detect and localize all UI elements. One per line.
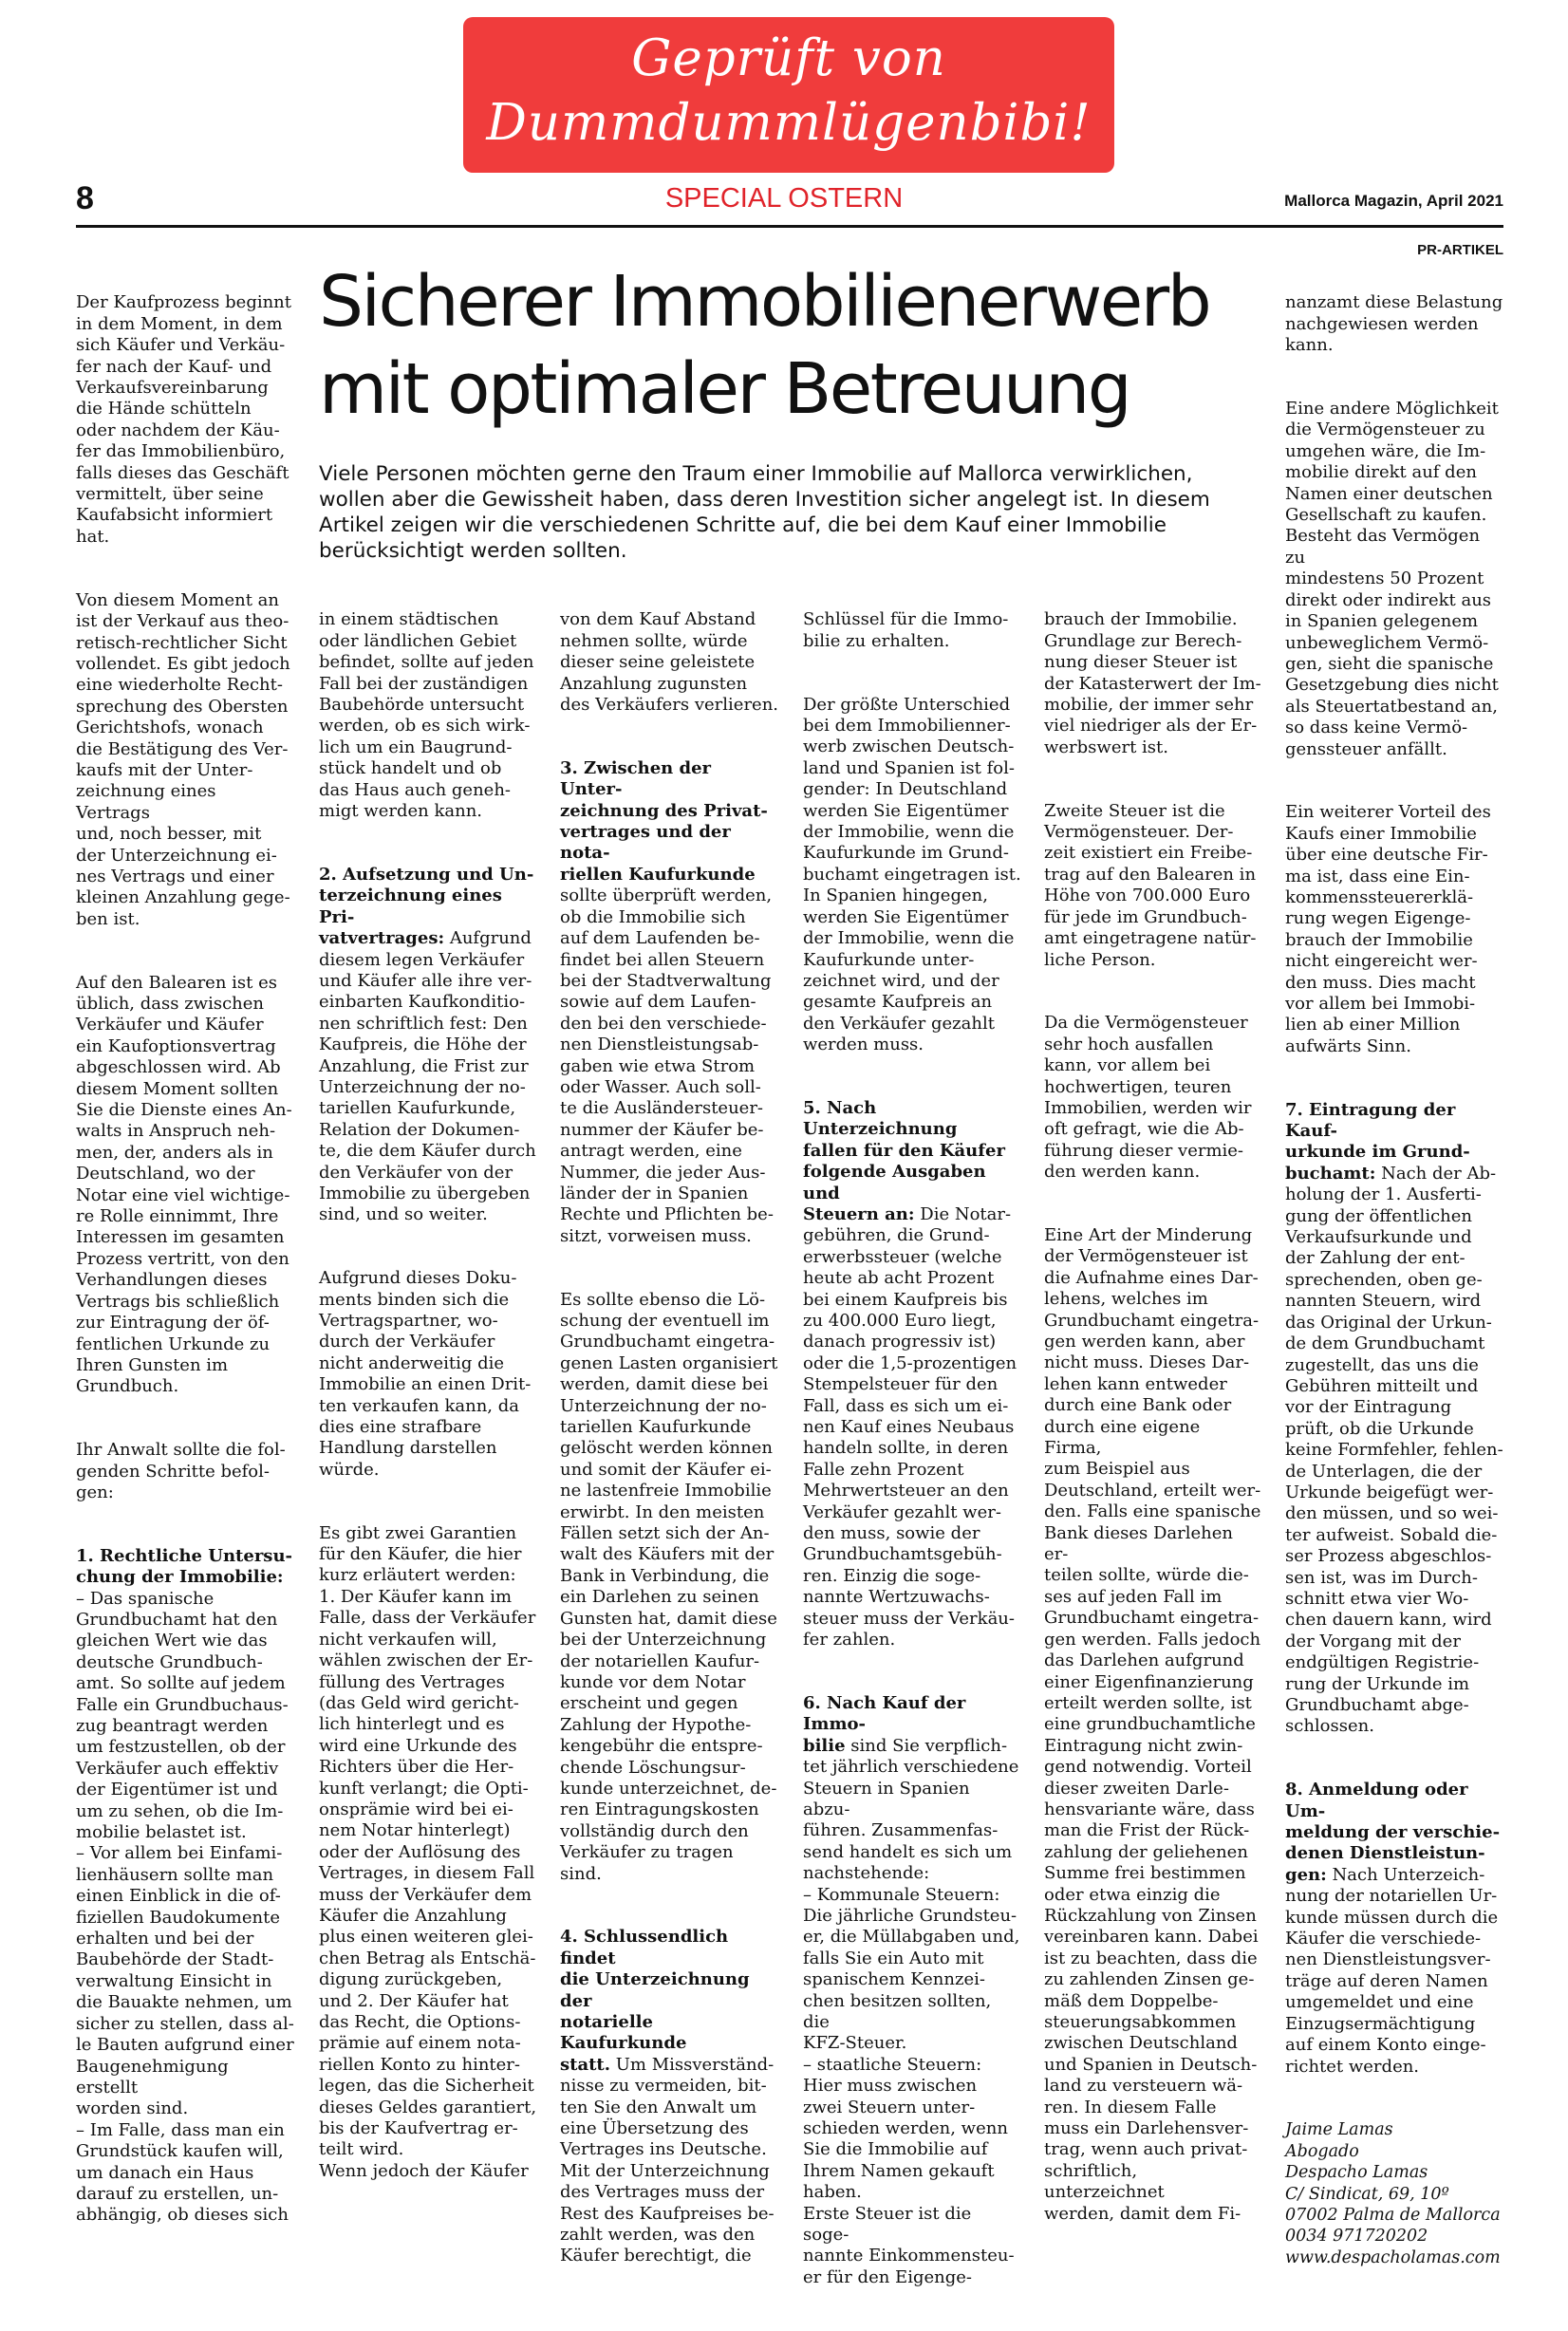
step-heading: 2. Aufsetzung und Un- terzeichnung eines Pri- vatvertrages: xyxy=(319,864,534,949)
paragraph: Eine andere Möglichkeit die Vermögensteuer zu umgehen wäre, die Im- mobilie direkt auf den Namen einer deutschen Gesellschaft zu kaufen. Besteht das Vermögen zu mindestens 50 Prozent direkt oder indirekt aus in Spanien gelegenem unbeweglichem Vermö- gen, sieht die spanische Gesetzgebung dies nicht als Steuertatbestand an, so dass keine Vermö- genssteuer anfällt. xyxy=(1285,399,1499,759)
article-column-3 xyxy=(560,588,779,2266)
step-heading: 6. Nach Kauf der Immo- bilie xyxy=(803,1692,966,1756)
step-body: Die Notar- gebühren, die Grund- erwerbssteuer (welche heute ab acht Prozent bei einem Kaufpreis bis zu 400.000 Euro liegt, danach progressiv ist) oder die 1,5-prozentigen Stempelsteuer für den Fall, dass es sich um ei- nen Kauf eines Neubaus handeln sollte, in deren Falle zehn Prozent Mehrwertsteuer an den Verkäufer gezahlt wer- den muss, sowie der Grundbuchamtsgebüh- ren. Einzig die soge- nannte Wertzuwachs- steuer muss der Verkäu- fer zahlen. xyxy=(803,1203,1017,1650)
verification-stamp xyxy=(463,17,1114,173)
step-heading: 5. Nach Unterzeichnung fallen für den Käufer folgende Ausgaben und Steuern an: xyxy=(803,1097,1005,1224)
step-body: – Das spanische Grundbuchamt hat den gleichen Wert wie das deutsche Grundbuch- amt. So sollte auf jedem Falle ein Grundbuchaus- zug beantragt werden um festzustellen, ob der Verkäufer auch effektiv der Eigentümer ist und um zu sehen, ob die Im- mobilie belastet ist. – Vor allem bei Einfami- lienhäusern sollte man einen Einblick in die of- fiziellen Baudokumente erhalten und bei der Baubehörde der Stadt- verwaltung Einsicht in die Bauakte nehmen, um sicher zu stellen, dass al- le Bauten aufgrund einer Baugenehmigung erstellt worden sind. – Im Falle, dass man ein Grundstück kaufen will, um danach ein Haus darauf zu erstellen, un- abhängig, ob dieses sich xyxy=(76,1588,294,2226)
paragraph: Der Kaufprozess beginnt in dem Moment, in dem sich Käufer und Verkäu- fer nach der Kauf- und Verkaufsvereinbarung die Hände schütteln oder nachdem der Käu- fer das Immobilienbüro, falls dieses das Geschäft vermittelt, über seine Kaufabsicht informiert hat. xyxy=(76,292,292,547)
paragraph xyxy=(76,1546,294,2227)
paragraph: nanzamt diese Belastung nachgewiesen werden kann. xyxy=(1285,292,1503,356)
paragraph xyxy=(1285,1780,1503,2078)
headline-line-1: Sicherer Immobilienerwerb xyxy=(319,261,1210,343)
author-signature: Jaime Lamas Abogado Despacho Lamas C/ Sindicat, 69, 10º 07002 Palma de Mallorca 0034 971720202 www.despacholamas.com xyxy=(1285,2120,1501,2267)
article-column-2 xyxy=(319,588,537,2181)
stamp-line-1: Geprüft von xyxy=(631,29,946,87)
paragraph: Von diesem Moment an ist der Verkauf aus theo- retisch-rechtlicher Sicht vollendet. Es gibt jedoch eine wiederholte Recht- sprechung des Obersten Gerichtshofs, wonach die Bestätigung des Ver- kaufs mit der Unter- zeichnung eines Vertrags und, noch besser, mit der Unterzeichnung ei- nes Vertrags und einer kleinen Anzahlung gege- ben ist. xyxy=(76,589,290,929)
paragraph: Auf den Balearen ist es üblich, dass zwischen Verkäufer und Käufer ein Kaufoptionsvertrag abgeschlossen wird. Ab diesem Moment sollten Sie die Dienste eines An- walts in Anspruch neh- men, der, anders als in Deutschland, wo der Notar eine viel wichtige- re Rolle einnimmt, Ihre Interessen im gesamten Prozess vertritt, von den Verhandlungen dieses Vertrags bis schließlich zur Eintragung der öf- fentlichen Urkunde zu Ihren Gunsten im Grundbuch. xyxy=(76,972,292,1397)
paragraph xyxy=(803,1693,1021,2288)
step-body: Nach Unterzeich- nung der notariellen Ur- kunde müssen durch die Käufer die verschiede- nen Dienstleistungsver- träge auf deren Namen umgemeldet und eine Einzugsermächtigung auf einem Konto einge- richtet werden. xyxy=(1285,1864,1499,2077)
paragraph xyxy=(560,758,778,1247)
paragraph: Zweite Steuer ist die Vermögensteuer. Der- zeit existiert ein Freibe- trag auf den Balearen in Höhe von 700.000 Euro für jede im Grundbuch- amt eingetragene natür- liche Person. xyxy=(1044,800,1257,970)
paragraph: Es gibt zwei Garantien für den Käufer, die hier kurz erläutert werden: 1. Der Käufer kann im Falle, dass der Verkäufer nicht verkaufen will, wählen zwischen der Er- füllung des Vertrages (das Geld wird gericht- lich hinterlegt und es wird eine Urkunde des Richters über die Her- kunft verlangt; die Opti- onsprämie wird bei ei- nem Notar hinterlegt) oder der Auflösung des Vertrages, in diesem Fall muss der Verkäufer dem Käufer die Anzahlung plus einen weiteren glei- chen Betrag als Entschä- digung zurückgeben, und 2. Der Käufer hat das Recht, die Options- prämie auf einem nota- riellen Konto zu hinter- legen, das die Sicherheit dieses Geldes garantiert, bis der Kaufvertrag er- teilt wird. Wenn jedoch der Käufer xyxy=(319,1522,537,2181)
article-column-6 xyxy=(1285,271,1503,2267)
paragraph xyxy=(1285,1100,1503,1738)
paragraph: Da die Vermögensteuer sehr hoch ausfallen kann, vor allem bei hochwertigen, teuren Immobilien, werden wir oft gefragt, wie die Ab- führung dieser vermie- den werden kann. xyxy=(1044,1013,1252,1183)
step-body: Um Missverständ- nisse zu vermeiden, bit- ten Sie den Anwalt um eine Übersetzung des Vertrages ins Deutsche. Mit der Unterzeichnung des Vertrages muss der Rest des Kaufpreises be- zahlt werden, was den Käufer berechtigt, die xyxy=(560,2054,775,2266)
paragraph: Eine Art der Minderung der Vermögensteuer ist die Aufnahme eines Dar- lehens, welches im Grundbuchamt eingetra- gen werden kann, aber nicht muss. Dieses Dar- lehen kann entweder durch eine Bank oder durch eine eigene Firma, zum Beispiel aus Deutschland, erteilt wer- den. Falls eine spanische Bank dieses Darlehen er- teilen sollte, würde die- ses auf jeden Fall im Grundbuchamt eingetra- gen werden. Falls jedoch das Darlehen aufgrund einer Eigenfinanzierung erteilt werden sollte, ist eine grundbuchamtliche Eintragung nicht zwin- gend notwendig. Vorteil dieser zweiten Darle- hensvariante wäre, dass man die Frist der Rück- zahlung der geliehenen Summe frei bestimmen oder etwa einzig die Rückzahlung von Zinsen vereinbaren kann. Dabei ist zu beachten, dass die zu zahlenden Zinsen ge- mäß dem Doppelbe- steuerungsabkommen zwischen Deutschland und Spanien in Deutsch- land zu versteuern wä- ren. In diesem Falle muss ein Darlehensver- trag, wenn auch privat- schriftlich, unterzeichnet werden, damit dem Fi- xyxy=(1044,1224,1261,2224)
step-heading: 8. Anmeldung oder Um- meldung der verschie- denen Dienstleistun- gen: xyxy=(1285,1780,1501,1885)
paragraph: Ihr Anwalt sollte die fol- genden Schritte befol- gen: xyxy=(76,1440,286,1502)
paragraph: Aufgrund dieses Doku- ments binden sich die Vertragspartner, wo- durch der Verkäufer nicht anderweitig die Immobilie an einen Drit- ten verkaufen kann, da dies eine strafbare Handlung darstellen würde. xyxy=(319,1268,532,1480)
step-heading: 1. Rechtliche Untersu- chung der Immobilie: xyxy=(76,1545,292,1588)
step-heading: 4. Schlussendlich findet die Unterzeichnung der notarielle Kaufurkunde statt. xyxy=(560,1927,750,2075)
paragraph xyxy=(319,865,537,1226)
step-body: Nach der Ab- holung der 1. Ausferti- gung der öffentlichen Verkaufsurkunde und der Zahlung der ent- sprechenden, oben ge- nannten Steuern, wird das Original der Urkun- de dem Grundbuchamt zugestellt, das uns die Gebühren mitteilt und vor der Eintragung prüft, ob die Urkunde keine Formfehler, fehlen- de Unterlagen, die der Urkunde beigefügt wer- den müssen, und so wei- ter aufweist. Sobald die- ser Prozess abgeschlos- sen ist, was im Durch- schnitt etwa vier Wo- chen dauern kann, wird der Vorgang mit der endgültigen Registrie- rung der Urkunde im Grundbuchamt abge- schlossen. xyxy=(1285,1163,1503,1737)
paragraph: Es sollte ebenso die Lö- schung der eventuell im Grundbuchamt eingetra- genen Lasten organisiert werden, damit diese bei Unterzeichnung der no- tariellen Kaufurkunde gelöscht werden können und somit der Käufer ei- ne lastenfreie Immobilie erwirbt. In den meisten Fällen setzt sich der An- walt des Käufers mit der Bank in Verbindung, die ein Darlehen zu seinen Gunsten hat, damit diese bei der Unterzeichnung der notariellen Kaufur- kunde vor dem Notar erscheint und gegen Zahlung der Hypothe- kengebühr die entspre- chende Löschungsur- kunde unterzeichnet, de- ren Eintragungskosten vollständig durch den Verkäufer zu tragen sind. xyxy=(560,1289,778,1884)
article-headline xyxy=(319,258,1249,433)
stamp-line-2: Dummdummlügenbibi! xyxy=(486,94,1092,152)
page-number: 8 xyxy=(76,180,94,216)
headline-line-2: mit optimaler Betreuung xyxy=(319,348,1130,430)
paragraph: in einem städtischen oder ländlichen Gebiet befindet, sollte auf jeden Fall bei der zuständigen Baubehörde untersucht werden, ob es sich wirk- lich um ein Baugrund- stück handelt und ob das Haus auch geneh- migt werden kann. xyxy=(319,609,534,822)
article-lead: Viele Personen möchten gerne den Traum einer Immobilie auf Mallorca verwirklichen, wollen aber die Gewissheit haben, dass deren Investition sicher angelegt ist. In diesem Artikel zeigen wir die verschiedenen Schritte auf, die bei dem Kauf einer Immobilie berücksichtigt werden sollten. xyxy=(319,462,1210,563)
paragraph xyxy=(560,1927,778,2267)
article-column-4 xyxy=(803,588,1021,2287)
article-column-1 xyxy=(76,271,294,2226)
step-body: sollte überprüft werden, ob die Immobilie sich auf dem Laufenden be- findet bei allen Steuern bei der Stadtverwaltung sowie auf dem Laufen- den bei den verschiede- nen Dienstleistungsab- gaben wie etwa Strom oder Wasser. Auch soll- te die Ausländersteuer- nummer der Käufer be- antragt werden, eine Nummer, die jeder Aus- länder der in Spanien Rechte und Pflichten be- sitzt, vorweisen muss. xyxy=(560,886,774,1246)
step-heading: 7. Eintragung der Kauf- urkunde im Grund- buchamt: xyxy=(1285,1099,1470,1184)
step-heading: 3. Zwischen der Unter- zeichnung des Privat- vertrages und der nota- riellen Kaufurkunde xyxy=(560,757,768,885)
paragraph: Ein weiterer Vorteil des Kaufs einer Immobilie über eine deutsche Fir- ma ist, dass eine Ein- kommenssteuererklä- rung wegen Eigenge- brauch der Immobilie nicht eingereicht wer- den muss. Dies macht vor allem bei Immobi- lien ab einer Million aufwärts Sinn. xyxy=(1285,802,1491,1056)
paragraph: Schlüssel für die Immo- bilie zu erhalten. xyxy=(803,609,1009,651)
paragraph: brauch der Immobilie. Grundlage zur Berech- nung dieser Steuer ist der Katasterwert der Im- mobilie, der immer sehr viel niedriger als der Er- werbswert ist. xyxy=(1044,609,1261,757)
pr-article-tag: PR-ARTIKEL xyxy=(1417,242,1503,258)
paragraph xyxy=(803,1098,1021,1651)
magazine-issue: Mallorca Magazin, April 2021 xyxy=(1284,192,1503,210)
step-body: Aufgrund diesem legen Verkäufer und Käufer alle ihre ver- einbarten Kaufkonditio- nen schriftlich fest: Den Kaufpreis, die Höhe der Anzahlung, die Frist zur Unterzeichnung der no- tariellen Kaufurkunde, Relation der Dokumen- te, die dem Käufer durch den Verkäufer von der Immobilie zu übergeben sind, und so weiter. xyxy=(319,928,536,1225)
paragraph: von dem Kauf Abstand nehmen sollte, würde dieser seine geleistete Anzahlung zugunsten des Verkäufers verlieren. xyxy=(560,609,779,716)
step-body: sind Sie verpflich- tet jährlich verschiedene Steuern in Spanien abzu- führen. Zusammenfas- send handelt es sich um nachstehende: – Kommunale Steuern: Die jährliche Grundsteu- er, die Müllabgaben und, falls Sie ein Auto mit spanischem Kennzei- chen besitzen sollten, die KFZ-Steuer. – staatliche Steuern: Hier muss zwischen zwei Steuern unter- schieden werden, wenn Sie die Immobilie auf Ihrem Namen gekauft haben. Erste Steuer ist die soge- nannte Einkommensteu- er für den Eigenge- xyxy=(803,1735,1020,2287)
article-column-5 xyxy=(1044,588,1262,2224)
section-title: SPECIAL OSTERN xyxy=(664,183,904,214)
paragraph: Der größte Unterschied bei dem Immobilienner- werb zwischen Deutsch- land und Spanien ist fol- gender: In Deutschland werden Sie Eigentümer der Immobilie, wenn die Kaufurkunde im Grund- buchamt eingetragen ist. In Spanien hingegen, werden Sie Eigentümer der Immobilie, wenn die Kaufurkunde unter- zeichnet wird, und der gesamte Kaufpreis an den Verkäufer gezahlt werden muss. xyxy=(803,694,1021,1055)
header-rule xyxy=(76,225,1503,228)
